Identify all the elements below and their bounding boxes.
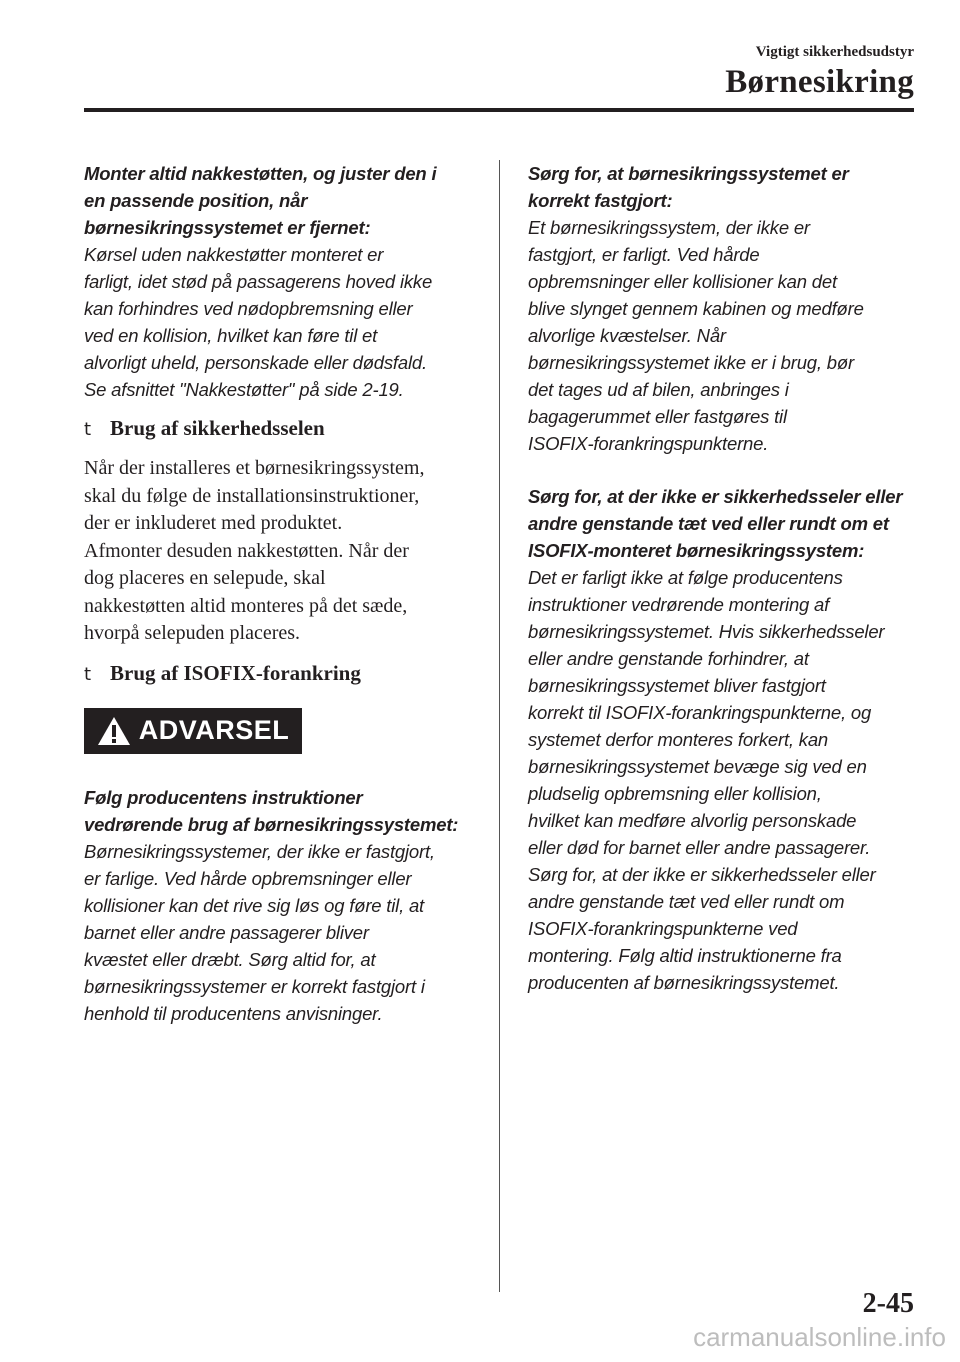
watermark-text: carmanualsonline.info xyxy=(693,1322,946,1352)
column-divider xyxy=(499,160,500,1292)
warning-text-obstruction xyxy=(528,483,928,996)
left-column xyxy=(84,160,484,1027)
warning-body: Børnesikringssystemer, der ikke er fastgjort, er farlige. Ved hårde opbremsninger eller kollisioner kan det rive sig løs og føre til, at barnet eller andre passagerer bliver kvæstet eller dræbt. Sørg altid for, at børnesikringssystemer er korrekt fastgjort i henhold til producentens anvisninger. xyxy=(84,840,435,1024)
warning-body: Kørsel uden nakkestøtter monteret er farligt, idet stød på passagerens hoved ikke kan forhindres ved nødopbremsning eller ved en kollision, hvilket kan føre til et alvorligt uheld, personskade eller dødsfald. Se afsnittet "Nakkestøtter" på side 2-19. xyxy=(84,244,433,400)
section-heading-seatbelt xyxy=(84,416,484,441)
warning-banner xyxy=(84,708,302,754)
warning-triangle-icon xyxy=(97,716,131,746)
body-text-seatbelt: Når der installeres et børnesikringssystem, skal du følge de installationsinstruktioner, der er inkluderet med produktet. Afmonter desuden nakkestøtten. Når der dog placeres en selepude, skal nakkestøtten altid monteres på det sæde, hvorpå selepuden placeres. xyxy=(84,457,425,644)
warning-heading: Sørg for, at der ikke er sikkerhedsseler eller andre genstande tæt ved eller rundt om et ISOFIX-monteret børnesikringssystem: xyxy=(528,486,903,561)
running-header-subtitle: Vigtigt sikkerhedsudstyr xyxy=(755,44,914,60)
section-bullet-icon: t xyxy=(84,663,92,685)
warning-body: Det er farligt ikke at følge producentens instruktioner vedrørende montering af børnesikringssystemet. Hvis sikkerhedsseler eller andre genstande forhindrer, at børnesikringssystemet bliver fastgjort korrekt til ISOFIX-forankringspunkterne, og systemet derfor monteres forkert, kan børnesikringssystemet bevæge sig ved en pludselig opbremsning eller kollision, hvilket kan medføre alvorlig personskade eller død for barnet eller andre passagerer. Sørg for, at der ikke er sikkerhedsseler eller andre genstande tæt ved eller rundt om ISOFIX-forankringspunkterne ved montering. Følg altid instruktionerne fra producenten af børnesikringssystemet. xyxy=(528,567,885,993)
warning-heading: Sørg for, at børnesikringssystemet er korrekt fastgjort: xyxy=(528,163,849,211)
running-header-title: Børnesikring xyxy=(725,64,914,100)
warning-text-manufacturer xyxy=(84,784,484,1027)
warning-heading: Følg producentens instruktioner vedrørende brug af børnesikringssystemet: xyxy=(84,786,459,835)
warning-label: ADVARSEL xyxy=(138,715,290,745)
spacer xyxy=(528,457,928,483)
warning-body: Et børnesikringssystem, der ikke er fastgjort, er farligt. Ved hårde opbremsninger eller kollisioner kan det blive slynget gennem kabinen og medføre alvorlige kvæstelser. Når børnesikringssystemet ikke er i brug, bør det tages ud af bilen, anbringes i bagagerummet eller fastgøres til ISOFIX-forankringspunkterne. xyxy=(528,217,864,454)
right-column xyxy=(528,160,928,996)
header-rule xyxy=(84,108,914,112)
section-bullet-icon: t xyxy=(84,419,92,440)
section-heading-isofix xyxy=(84,661,484,686)
warning-text-fastened xyxy=(528,160,928,457)
warning-heading: Monter altid nakkestøtten, og juster den i en passende position, når børnesikringssystemet er fjernet: xyxy=(84,163,437,238)
warning-text-headrest xyxy=(84,160,484,403)
page-number: 2-45 xyxy=(862,1288,914,1319)
section-title: Brug af ISOFIX-forankring xyxy=(110,660,361,685)
section-title: Brug af sikkerhedsselen xyxy=(110,416,325,440)
